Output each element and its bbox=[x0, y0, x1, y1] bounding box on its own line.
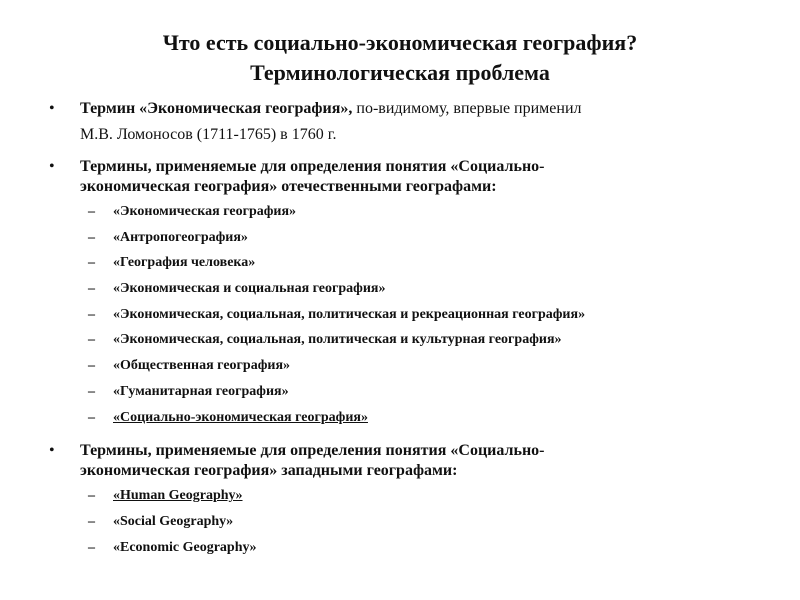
list-item bbox=[0, 382, 800, 408]
slide-title bbox=[0, 28, 800, 88]
bullet-line-1 bbox=[80, 96, 760, 122]
list-item-label: «Economic Geography» bbox=[113, 539, 257, 555]
bullet-regular-text: по-видимому, впервые применил bbox=[352, 100, 582, 117]
list-item-label: «Экономическая география» bbox=[113, 204, 297, 219]
bullet-icon: • bbox=[49, 158, 55, 175]
bullet-item-western-terms bbox=[0, 441, 800, 481]
list-item bbox=[0, 356, 800, 382]
list-item-label: «Social Geography» bbox=[113, 513, 234, 529]
slide-title-line-1: Что есть социально-экономическая география? bbox=[162, 30, 638, 55]
bullet-item-domestic-terms bbox=[0, 157, 800, 197]
list-item-label: «Антропогеография» bbox=[113, 229, 248, 245]
list-item-label: «Общественная география» bbox=[113, 358, 291, 374]
list-item-label: «Экономическая, социальная, политическая и культурная география» bbox=[113, 332, 562, 348]
bullet-icon: • bbox=[49, 100, 55, 117]
dash-icon: – bbox=[88, 513, 95, 529]
dash-icon: – bbox=[88, 409, 95, 425]
list-item bbox=[0, 305, 800, 331]
dash-icon: – bbox=[88, 332, 95, 348]
list-item bbox=[0, 253, 800, 279]
dash-icon: – bbox=[88, 488, 95, 504]
bullet-line-1: Термины, применяемые для определения понятия «Социально- bbox=[80, 442, 545, 460]
western-terms-list bbox=[0, 486, 800, 563]
list-item bbox=[0, 512, 800, 538]
list-item-label: «Экономическая, социальная, политическая и рекреационная география» bbox=[113, 306, 586, 322]
bullet-line-2: экономическая география» отечественными географами: bbox=[80, 178, 497, 195]
list-item-underlined[interactable] bbox=[0, 408, 800, 434]
list-item bbox=[0, 279, 800, 305]
list-item-label: «Экономическая и социальная география» bbox=[113, 281, 386, 297]
dash-icon: – bbox=[88, 539, 95, 555]
list-item bbox=[0, 330, 800, 356]
list-item-underlined[interactable] bbox=[0, 486, 800, 512]
dash-icon: – bbox=[88, 229, 95, 245]
slide-title-line-2: Терминологическая проблема bbox=[250, 60, 550, 85]
bullet-bold-text: Термин «Экономическая география», bbox=[80, 100, 353, 117]
bullet-line-2: М.В. Ломоносов (1711-1765) в 1760 г. bbox=[80, 126, 337, 143]
dash-icon: – bbox=[88, 255, 95, 271]
bullet-line-2: экономическая география» западными географами: bbox=[80, 462, 458, 480]
dash-icon: – bbox=[88, 383, 95, 399]
list-item-link[interactable]: «Социально-экономическая география» bbox=[113, 409, 368, 425]
list-item bbox=[0, 202, 800, 228]
domestic-terms-list bbox=[0, 202, 800, 433]
list-item-link[interactable]: «Human Geography» bbox=[113, 488, 243, 504]
bullet-item-lomonosov bbox=[0, 96, 800, 148]
dash-icon: – bbox=[88, 358, 95, 374]
list-item bbox=[0, 228, 800, 254]
list-item-label: «География человека» bbox=[113, 255, 256, 271]
dash-icon: – bbox=[88, 281, 95, 297]
dash-icon: – bbox=[88, 306, 95, 322]
list-item-label: «Гуманитарная география» bbox=[113, 383, 289, 399]
bullet-line-1: Термины, применяемые для определения понятия «Социально- bbox=[80, 158, 545, 175]
bullet-icon: • bbox=[49, 442, 55, 460]
bullet-list bbox=[0, 96, 800, 571]
dash-icon: – bbox=[88, 204, 95, 219]
list-item bbox=[0, 538, 800, 564]
